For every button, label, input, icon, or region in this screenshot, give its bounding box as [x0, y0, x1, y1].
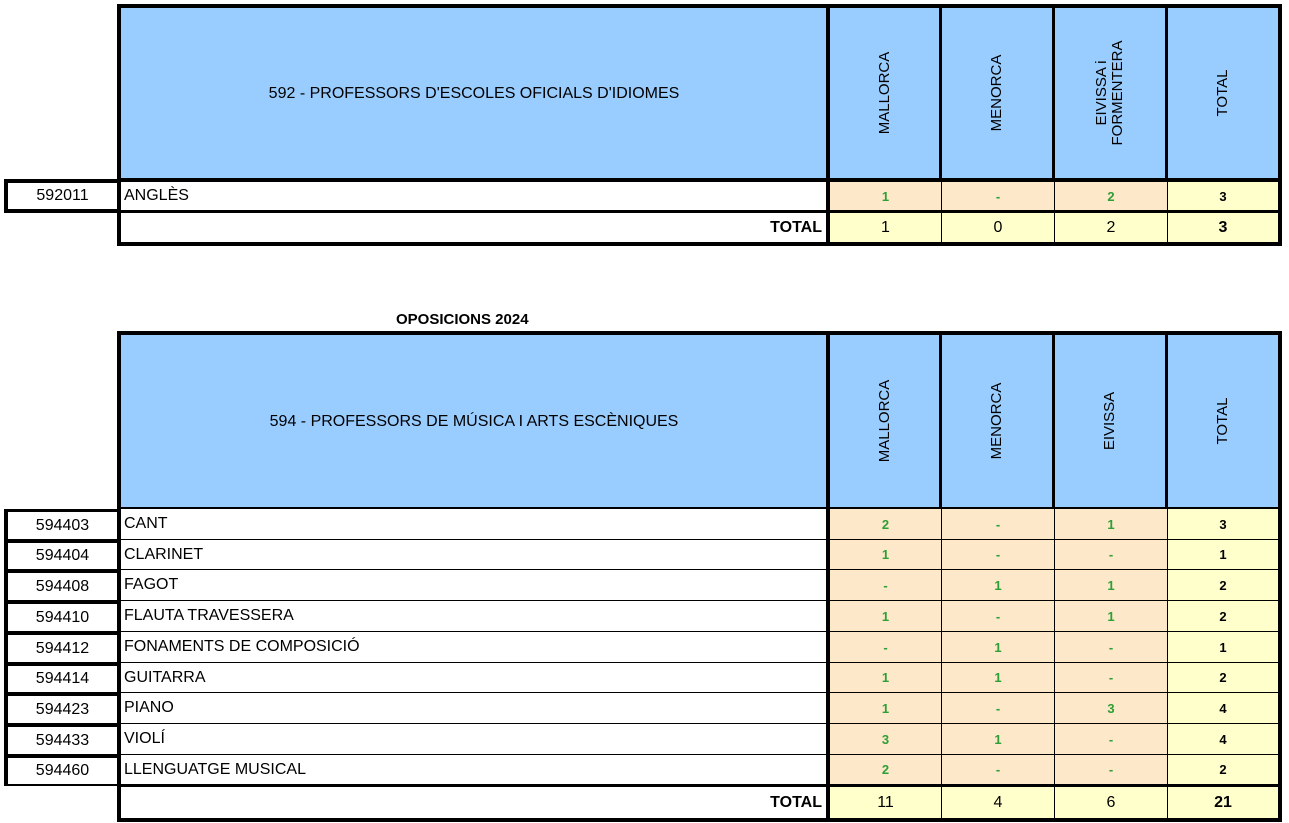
cell-menorca: 1 [942, 632, 1055, 663]
cell-mallorca: 1 [830, 540, 942, 570]
cell-menorca: 1 [942, 663, 1055, 693]
cell-eivissa: - [1055, 632, 1168, 663]
table2-title: 594 - PROFESSORS DE MÚSICA I ARTS ESCÈNIQUES [269, 413, 679, 430]
cell-mallorca: 2 [830, 509, 942, 540]
total-grand: 21 [1168, 787, 1278, 818]
cell-total: 2 [1168, 663, 1278, 693]
cell-eivissa: 1 [1055, 570, 1168, 601]
total-eivissa: 6 [1055, 787, 1168, 818]
table-row-name: VIOLÍ [121, 724, 826, 755]
cell-total: 3 [1168, 182, 1278, 211]
code-text: 594404 [35, 547, 90, 564]
cell-menorca: 1 [942, 570, 1055, 601]
code-text: 594460 [35, 762, 90, 779]
table-row-name: FONAMENTS DE COMPOSICIÓ [121, 632, 826, 663]
col-header-total: TOTAL [1214, 397, 1231, 445]
cell-total: 2 [1168, 601, 1278, 632]
total-label: TOTAL [121, 787, 826, 818]
table-row-name: PIANO [121, 693, 826, 724]
cell-menorca: - [942, 755, 1055, 785]
table-row-name: CANT [121, 509, 826, 540]
divider [1278, 508, 1282, 822]
code-text: 594410 [35, 608, 90, 626]
divider [117, 818, 1282, 822]
cell-mallorca: 1 [830, 182, 942, 211]
divider [826, 508, 830, 822]
code-text: 594433 [35, 731, 90, 749]
cell-eivissa: 1 [1055, 601, 1168, 632]
table-row-name: LLENGUATGE MUSICAL [121, 755, 826, 785]
total-menorca: 0 [942, 213, 1055, 242]
row-code [4, 663, 121, 694]
cell-menorca: - [942, 509, 1055, 540]
code-text: 594403 [35, 516, 90, 534]
cell-mallorca: 3 [830, 724, 942, 755]
row-code [4, 724, 121, 756]
total-mallorca: 11 [830, 787, 942, 818]
cell-total: 1 [1168, 632, 1278, 663]
cell-mallorca: 2 [830, 755, 942, 785]
cell-total: 4 [1168, 724, 1278, 755]
table-row-name: GUITARRA [121, 663, 826, 693]
total-grand: 3 [1168, 213, 1278, 242]
cell-menorca: - [942, 693, 1055, 724]
code-text: 594408 [35, 577, 90, 595]
col-header-eivissa: EIVISSA [1101, 391, 1118, 451]
total-menorca: 4 [942, 787, 1055, 818]
table-row-name: FAGOT [121, 570, 826, 601]
row-code [4, 570, 121, 602]
table-row-name: ANGLÈS [121, 182, 826, 211]
col-header-total: TOTAL [1214, 69, 1231, 117]
cell-menorca: - [942, 540, 1055, 570]
section-heading: OPOSICIONS 2024 [396, 311, 529, 328]
cell-eivissa: 2 [1055, 182, 1168, 211]
total-mallorca: 1 [830, 213, 942, 242]
col-header-menorca: MENORCA [988, 382, 1005, 460]
code-text: 592011 [36, 187, 89, 204]
cell-eivissa: - [1055, 755, 1168, 785]
col-header-eivissa-formentera: EIVISSA i FORMENTERA [1093, 40, 1126, 146]
code-text: 594423 [35, 700, 90, 718]
cell-eivissa: 1 [1055, 509, 1168, 540]
cell-mallorca: - [830, 570, 942, 601]
cell-mallorca: 1 [830, 693, 942, 724]
cell-mallorca: 1 [830, 663, 942, 693]
cell-menorca: - [942, 182, 1055, 211]
cell-total: 2 [1168, 570, 1278, 601]
cell-eivissa: - [1055, 724, 1168, 755]
divider [117, 242, 1282, 246]
table-row-name: FLAUTA TRAVESSERA [121, 601, 826, 632]
total-eivissa: 2 [1055, 213, 1168, 242]
cell-menorca: - [942, 601, 1055, 632]
row-code [4, 509, 121, 541]
row-code [4, 693, 121, 725]
cell-mallorca: 1 [830, 601, 942, 632]
table-row-name: CLARINET [121, 540, 826, 570]
table1-title: 592 - PROFESSORS D'ESCOLES OFICIALS D'IDIOMES [268, 85, 680, 102]
divider [117, 508, 121, 822]
cell-menorca: 1 [942, 724, 1055, 755]
code-text: 594414 [35, 670, 90, 687]
row-code [4, 601, 121, 633]
cell-eivissa: - [1055, 540, 1168, 570]
cell-total: 3 [1168, 509, 1278, 540]
cell-eivissa: - [1055, 663, 1168, 693]
cell-mallorca: - [830, 632, 942, 663]
code-text: 594412 [35, 639, 90, 657]
row-code [4, 755, 121, 786]
col-header-mallorca: MALLORCA [875, 51, 893, 135]
cell-total: 2 [1168, 755, 1278, 785]
row-code [4, 179, 121, 213]
col-header-menorca: MENORCA [988, 54, 1005, 132]
cell-eivissa: 3 [1055, 693, 1168, 724]
row-code [4, 632, 121, 664]
cell-total: 1 [1168, 540, 1278, 570]
divider [1278, 180, 1282, 246]
row-code [4, 540, 121, 571]
cell-total: 4 [1168, 693, 1278, 724]
total-label: TOTAL [121, 213, 826, 242]
col-header-mallorca: MALLORCA [875, 379, 893, 463]
